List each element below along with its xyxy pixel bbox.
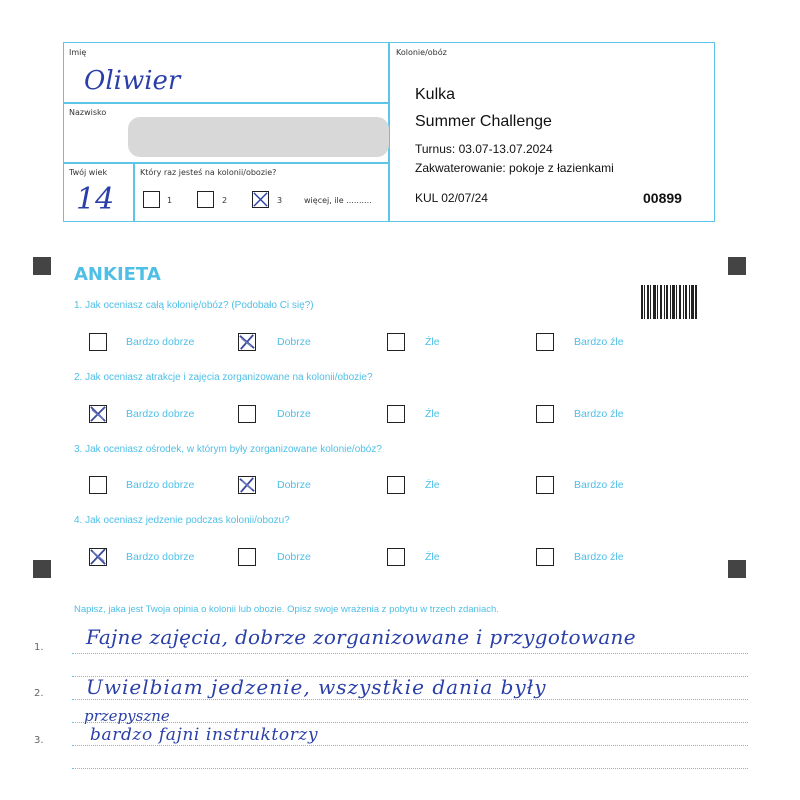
q1-bardzo-dobrze-checkbox[interactable] [89, 333, 107, 351]
scan-marker-top-left [33, 257, 51, 275]
imie-divider [63, 102, 389, 104]
q2-dobrze-checkbox[interactable] [238, 405, 256, 423]
turnus: Turnus: 03.07-13.07.2024 [415, 142, 553, 156]
q4-bardzo-dobrze-label: Bardzo dobrze [126, 551, 195, 563]
q2-zle-label: Źle [425, 408, 440, 420]
q3-bardzo-zle-checkbox[interactable] [536, 476, 554, 494]
q2-bardzo-zle-checkbox[interactable] [536, 405, 554, 423]
check-x-icon [90, 549, 106, 565]
q1-zle-checkbox[interactable] [387, 333, 405, 351]
q1-bardzo-zle-checkbox[interactable] [536, 333, 554, 351]
q3-bardzo-dobrze-label: Bardzo dobrze [126, 479, 195, 491]
q4-zle-checkbox[interactable] [387, 548, 405, 566]
q1-dobrze-checkbox[interactable] [238, 333, 256, 351]
kolonie-label: Kolonie/obóz [396, 48, 447, 57]
q3-dobrze-checkbox[interactable] [238, 476, 256, 494]
ktory-raz-3-checkbox[interactable] [252, 191, 269, 208]
scan-marker-bottom-right [728, 560, 746, 578]
ktory-raz-3-label: 3 [277, 196, 283, 205]
writing-line-3 [72, 745, 748, 746]
barcode-icon [641, 285, 697, 319]
scan-marker-bottom-left [33, 560, 51, 578]
nazwisko-divider [63, 162, 389, 164]
q1-dobrze-label: Dobrze [277, 336, 311, 348]
wiek-value[interactable]: 14 [76, 182, 115, 217]
wiek-divider [133, 162, 135, 222]
question-3: 3. Jak oceniasz ośrodek, w którym były zorganizowane kolonie/obóz? [74, 444, 382, 455]
wiecej-label: więcej, ile .......... [304, 196, 372, 205]
ktory-raz-2-label: 2 [222, 196, 228, 205]
q3-dobrze-label: Dobrze [277, 479, 311, 491]
writing-line-3b [72, 768, 748, 769]
q3-bardzo-dobrze-checkbox[interactable] [89, 476, 107, 494]
line-number-2: 2. [34, 688, 44, 699]
opinion-line-1[interactable]: Fajne zajęcia, dobrze zorganizowane i przygotowane [86, 625, 636, 649]
line-number-3: 3. [34, 735, 44, 746]
nazwisko-label: Nazwisko [69, 108, 107, 117]
q1-bardzo-dobrze-label: Bardzo dobrze [126, 336, 195, 348]
question-1: 1. Jak oceniasz całą kolonię/obóz? (Podobało Ci się?) [74, 300, 314, 311]
q3-zle-label: Źle [425, 479, 440, 491]
q4-bardzo-dobrze-checkbox[interactable] [89, 548, 107, 566]
camp-number: 00899 [643, 190, 682, 206]
q4-dobrze-checkbox[interactable] [238, 548, 256, 566]
q2-zle-checkbox[interactable] [387, 405, 405, 423]
q2-bardzo-dobrze-label: Bardzo dobrze [126, 408, 195, 420]
zakwaterowanie: Zakwaterowanie: pokoje z łazienkami [415, 161, 614, 175]
nazwisko-redaction [128, 117, 389, 157]
q4-zle-label: Źle [425, 551, 440, 563]
q1-zle-label: Źle [425, 336, 440, 348]
ktory-raz-1-checkbox[interactable] [143, 191, 160, 208]
q1-bardzo-zle-label: Bardzo źle [574, 336, 624, 348]
q2-dobrze-label: Dobrze [277, 408, 311, 420]
ktory-raz-2-checkbox[interactable] [197, 191, 214, 208]
check-x-icon [239, 477, 255, 493]
q2-bardzo-zle-label: Bardzo źle [574, 408, 624, 420]
q4-bardzo-zle-checkbox[interactable] [536, 548, 554, 566]
line-number-1: 1. [34, 642, 44, 653]
q3-zle-checkbox[interactable] [387, 476, 405, 494]
check-x-icon [239, 334, 255, 350]
question-2: 2. Jak oceniasz atrakcje i zajęcia zorganizowane na kolonii/obozie? [74, 372, 373, 383]
opinion-line-2-continued[interactable]: przepyszne [84, 707, 170, 725]
q2-bardzo-dobrze-checkbox[interactable] [89, 405, 107, 423]
writing-line-2 [72, 699, 748, 700]
wiek-label: Twój wiek [69, 168, 108, 177]
imie-value[interactable]: Oliwier [84, 66, 181, 96]
ktory-raz-label: Który raz jesteś na kolonii/obozie? [140, 168, 277, 177]
q4-dobrze-label: Dobrze [277, 551, 311, 563]
question-4: 4. Jak oceniasz jedzenie podczas kolonii/obozu? [74, 515, 290, 526]
opinion-line-3[interactable]: bardzo fajni instruktorzy [90, 725, 319, 745]
imie-label: Imię [69, 48, 87, 57]
opinion-prompt: Napisz, jaka jest Twoja opinia o kolonii lub obozie. Opisz swoje wrażenia z pobytu w trzech zdaniach. [74, 604, 499, 615]
check-x-icon [253, 192, 268, 207]
writing-line-2b [72, 722, 748, 723]
opinion-line-2[interactable]: Uwielbiam jedzenie, wszystkie dania były [86, 675, 547, 699]
q3-bardzo-zle-label: Bardzo źle [574, 479, 624, 491]
camp-name: Kulka [415, 86, 456, 103]
ktory-raz-1-label: 1 [167, 196, 173, 205]
check-x-icon [90, 406, 106, 422]
camp-code: KUL 02/07/24 [415, 191, 488, 205]
q4-bardzo-zle-label: Bardzo źle [574, 551, 624, 563]
survey-title: ANKIETA [74, 264, 161, 285]
camp-program: Summer Challenge [415, 113, 552, 130]
scan-marker-top-right [728, 257, 746, 275]
writing-line-1 [72, 653, 748, 654]
